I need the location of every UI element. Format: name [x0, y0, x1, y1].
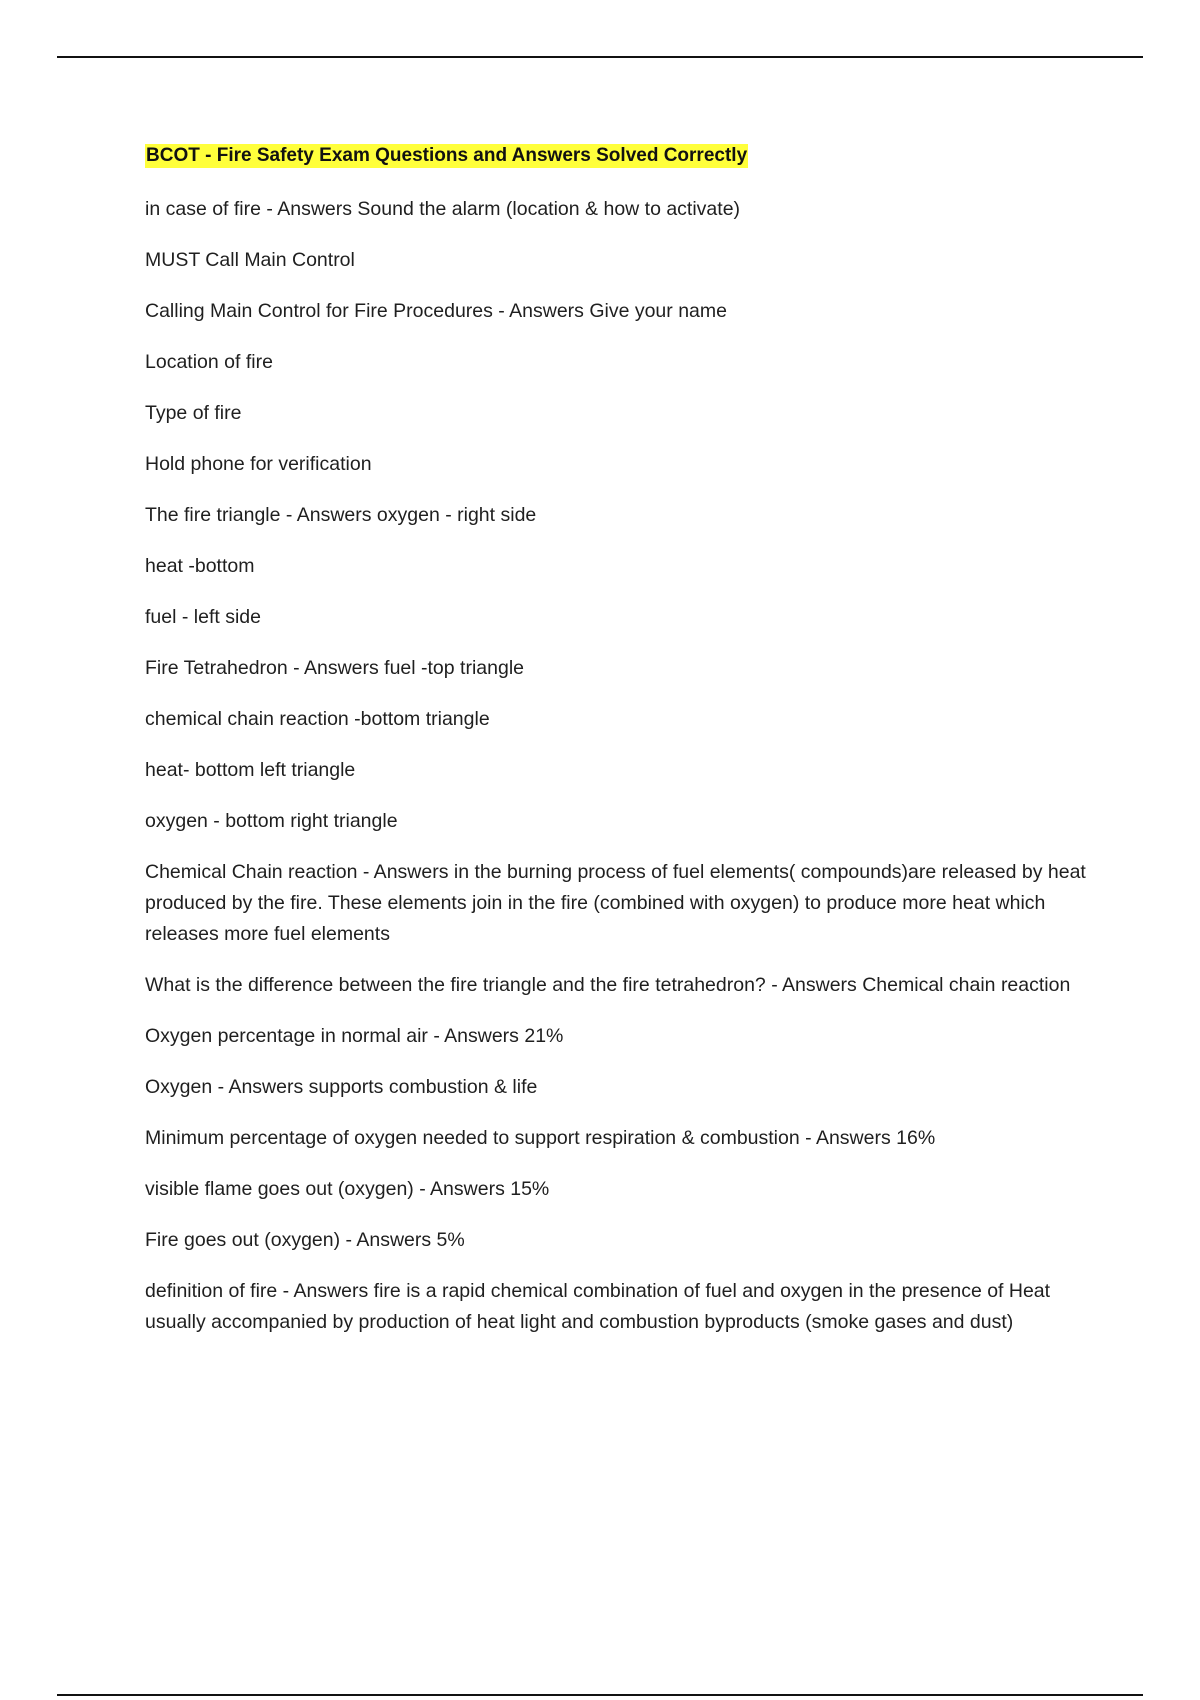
paragraph: fuel - left side: [145, 606, 261, 628]
paragraph: definition of fire - Answers fire is a rapid chemical combination of fuel and oxygen in the presence of Heat usually accompanied by production of heat light and combustion byproducts (smoke gases and dust): [145, 1280, 1051, 1333]
paragraph: MUST Call Main Control: [145, 249, 355, 271]
paragraph: Hold phone for verification: [145, 453, 372, 475]
paragraph: What is the difference between the fire triangle and the fire tetrahedron? - Answers Chemical chain reaction: [145, 974, 1071, 996]
header-rule: [57, 56, 1143, 58]
paragraph: The fire triangle - Answers oxygen - right side: [145, 504, 537, 526]
paragraph: chemical chain reaction -bottom triangle: [145, 708, 490, 730]
paragraph: Oxygen - Answers supports combustion & life: [145, 1076, 538, 1098]
paragraph: Fire Tetrahedron - Answers fuel -top triangle: [145, 657, 524, 679]
paragraph: Calling Main Control for Fire Procedures - Answers Give your name: [145, 300, 727, 322]
paragraph: Oxygen percentage in normal air - Answers 21%: [145, 1025, 564, 1047]
paragraph: visible flame goes out (oxygen) - Answers 15%: [145, 1178, 550, 1200]
footer-rule: [57, 1694, 1143, 1696]
paragraph: Type of fire: [145, 402, 242, 424]
paragraph: oxygen - bottom right triangle: [145, 810, 398, 832]
paragraph: in case of fire - Answers Sound the alarm (location & how to activate): [145, 198, 741, 220]
paragraph: Chemical Chain reaction - Answers in the burning process of fuel elements( compounds)are released by heat produced by the fire. These elements join in the fire (combined with oxygen) to produce more heat which releases more fuel elements: [145, 861, 1086, 945]
paragraph: Fire goes out (oxygen) - Answers 5%: [145, 1229, 465, 1251]
paragraph: Minimum percentage of oxygen needed to support respiration & combustion - Answers 16%: [145, 1127, 936, 1149]
document-body: [145, 144, 1090, 1358]
document-title: BCOT - Fire Safety Exam Questions and Answers Solved Correctly: [146, 145, 748, 166]
paragraph: Location of fire: [145, 351, 273, 373]
paragraph: heat -bottom: [145, 555, 255, 577]
paragraph: heat- bottom left triangle: [145, 759, 356, 781]
